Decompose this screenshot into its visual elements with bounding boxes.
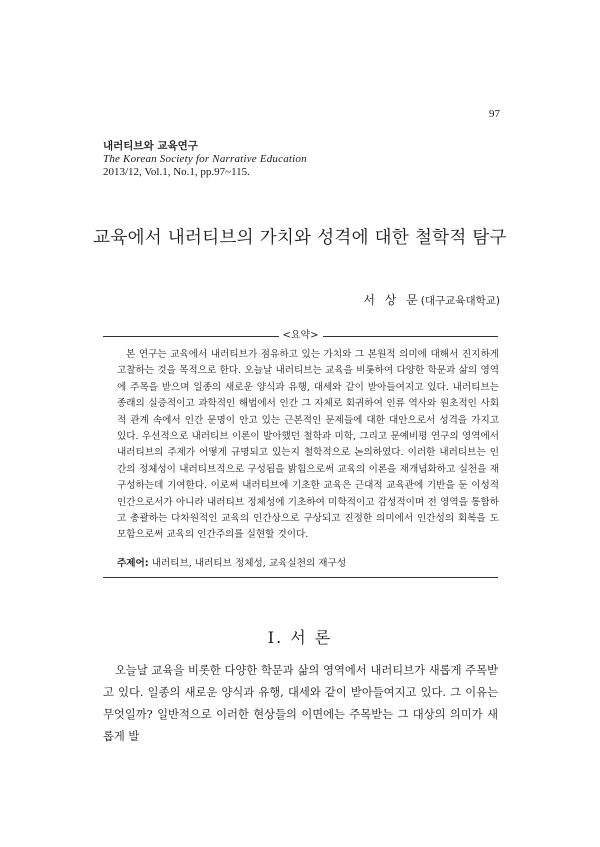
keywords-label: 주제어:: [117, 558, 149, 569]
abstract-divider: [103, 329, 498, 343]
author-affiliation: (대구교육대학교): [420, 295, 500, 307]
abstract-heading: <요약>: [278, 329, 322, 343]
page-number: 97: [489, 108, 500, 120]
author-name: 서 상 문: [363, 293, 421, 307]
abstract-text: 본 연구는 교육에서 내러티브가 점유하고 있는 가치와 그 본원적 의미에 대해서 진지하게 고찰하는 것을 목적으로 한다. 오늘날 내러티브는 교육을 비롯하여 다양한 학문과 삶의 영역에 주목을 받으며 일종의 새로운 양식과 유행, 대세와 같이 받아들여지고 있다. 내러티브는 종래의 실증적이고 과학적인 해법에서 인간 그 자체로 회귀하여 인류 역사와 원초적인 사회적 관계 속에서 인간 문명이 안고 있는 근본적인 문제들에 대한 대안으로서 성격을 가지고 있다. 우선적으로 내러티브 이론이 발아했던 철학과 미학, 그리고 문예비평 연구의 영역에서 내러티브의 주제가 어떻게 규명되고 있는지 철학적으로 논의하였다. 이러한 내러티브는 인간의 정체성이 내러티브적으로 구성됨을 밝힘으로써 교육의 이론을 재개념화하고 실천을 재구성하는데 기여한다. 이로써 내러티브에 기초한 교육은 근대적 교육관에 기반을 둔 이성적 인간으로서가 아니라 내러티브 정체성에 기초하여 미학적이고 감성적이며 전 영역을 통합하고 총괄하는 다차원적인 교육의 인간상으로 구상되고 진정한 의미에서 인간성의 회복을 도모함으로써 교육의 인간주의를 실현할 것이다.: [117, 349, 499, 541]
section-heading: Ⅰ. 서 론: [267, 628, 333, 647]
abstract-bottom-rule: [103, 577, 498, 578]
journal-name-korean: 내러티브와 교육연구: [103, 140, 198, 152]
author-line: [363, 291, 500, 308]
paper-title: 교육에서 내러티브의 가치와 성격에 대한 철학적 탐구: [93, 228, 507, 248]
keywords: [117, 555, 346, 569]
journal-volume-info: 2013/12, Vol.1, No.1, pp.97~115.: [103, 166, 250, 178]
keywords-text: 내러티브, 내러티브 정체성, 교육실천의 재구성: [151, 558, 347, 569]
journal-name-english: The Korean Society for Narrative Education: [103, 153, 307, 165]
body-paragraph: 오늘날 교육을 비롯한 다양한 학문과 삶의 영역에서 내러티브가 새롭게 주목받고 있다. 일종의 새로운 양식과 유행, 대세와 같이 받아들여지고 있다. 그 이유는 무엇일까? 일반적으로 이러한 현상들의 이면에는 주목받는 그 대상의 의미가 새롭게 발: [103, 664, 498, 743]
journal-header: [103, 140, 307, 179]
